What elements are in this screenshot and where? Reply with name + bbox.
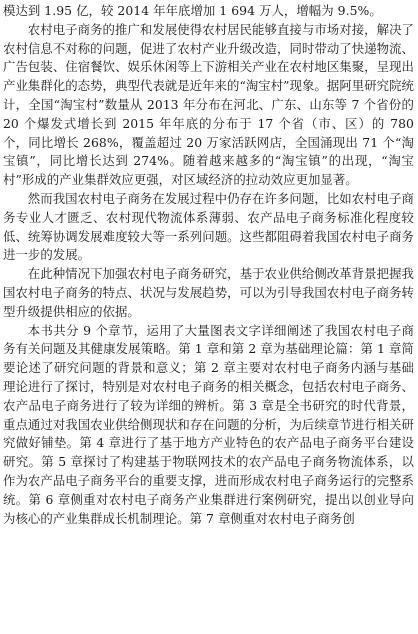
paragraph-5: 本书共分 9 个章节，运用了大量图表文字详细阐述了我国农村电子商务有关问题及其健康发展策略。第 1 章和第 2 章为基础理论篇：第 1 章简要论述了研究问题的背景和意义；第 2 章主要对农村电子商务内涵与基础理论进行了探讨，特别是对农村电子商务的相关概念，包括农村电子商务、农产品电子商务进行了较为详细的辨析。第 3 章是全书研究的时代背景，重点通过对我国农业供给侧现状和存在问题的分析，为后续章节进行相关研究做好铺垫。第 4 章进行了基于地方产业特色的农产品电子商务平台建设研究。第 5 章探讨了构建基于物联网技术的农产品电子商务物流体系，以作为农产品电子商务平台的重要支撑，进而形成农村电子商务运行的完整系统。第 6 章侧重对农村电子商务产业集群进行案例研究，提出以创业导向为核心的产业集群成长机制理论。第 7 章侧重对农村电子商务创: [3, 322, 414, 526]
paragraph-1: 模达到 1.95 亿，较 2014 年年底增加 1 694 万人，增幅为 9.5%。: [3, 3, 382, 18]
paragraph-2: 农村电子商务的推广和发展使得农村居民能够直接与市场对接，解决了农村信息不对称的问题，促进了农村产业升级改造，同时带动了快递物流、广告包装、住宿餐饮、娱乐休闲等上下游相关产业在农村地区集聚，呈现出产业集群化的态势，典型代表就是近年来的“淘宝村”现象。据阿里研究院统计，全国“淘宝村”数量从 2013 年分布在河北、广东、山东等 7 个省份的 20 个爆发式增长到 2015 年年底的分布于 17 个省（市、区）的 780 个，同比增长 268%，覆盖超过 20 万家活跃网店，全国涌现出 71 个“淘宝镇”，同比增长达到 274%。随着越来越多的“淘宝镇”的出现，“淘宝村”形成的产业集群效应更强，对区域经济的拉动效应更加显著。: [3, 21, 414, 188]
paragraph-3: 然而我国农村电子商务在发展过程中仍存在许多问题，比如农村电子商务专业人才匮乏、农村现代物流体系薄弱、农产品电子商务标准化程度较低、统筹协调发展难度较大等一系列问题。这些都阻碍着我国农村电子商务进一步的发展。: [3, 190, 414, 263]
paragraph-4: 在此种情况下加强农村电子商务研究，基于农业供给侧改革背景把握我国农村电子商务的特点、状况与发展趋势，可以为引导我国农村电子商务转型升级提供相应的依据。: [3, 266, 414, 319]
